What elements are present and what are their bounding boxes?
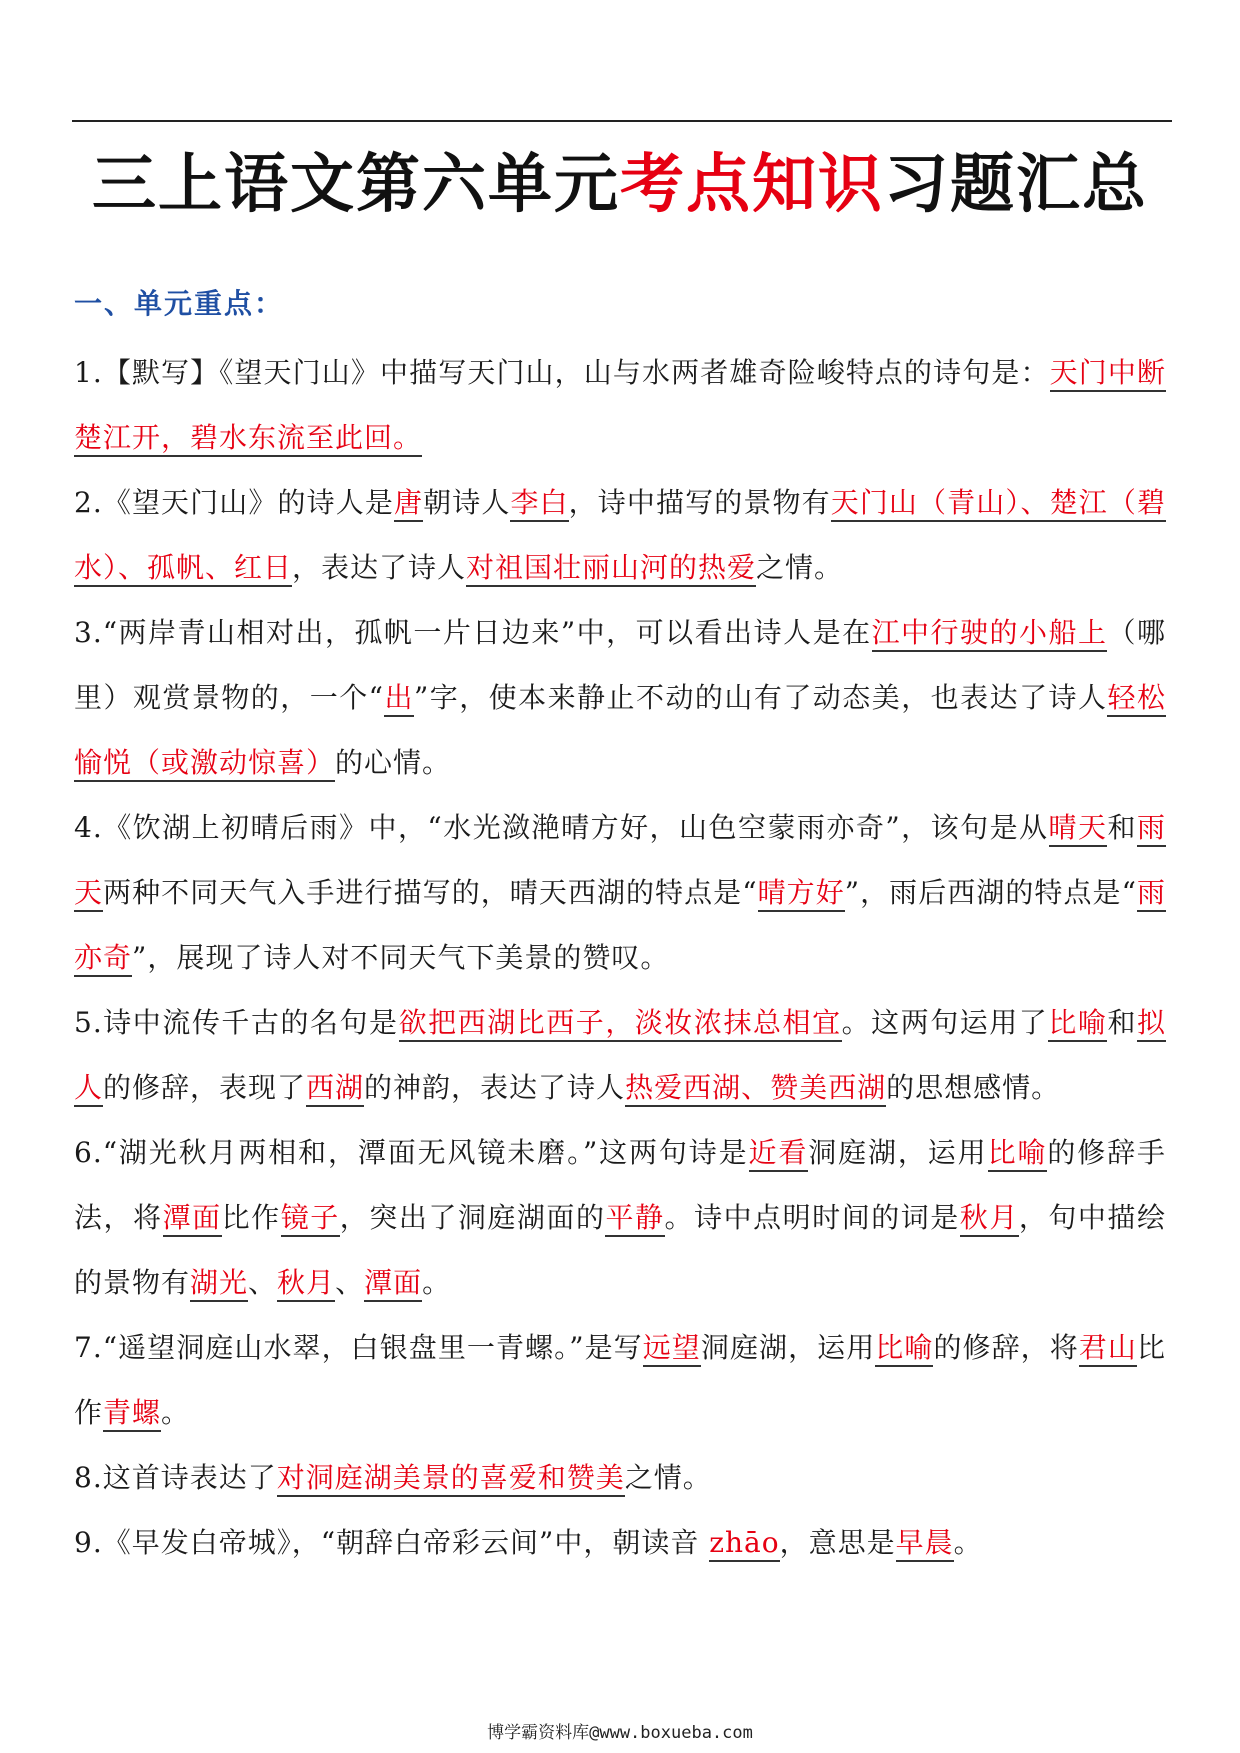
answer-text: 对洞庭湖美景的喜爱和赞美 xyxy=(277,1461,625,1497)
question-text: 朝诗人 xyxy=(423,486,511,519)
question-item xyxy=(74,795,1166,990)
question-text: 1.【默写】《望天门山》中描写天门山，山与水两者雄奇险峻特点的诗句是： xyxy=(74,356,1050,389)
section-heading: 一、单元重点： xyxy=(74,287,285,320)
question-text: 4.《饮湖上初晴后雨》中，“水光潋滟晴方好，山色空蒙雨亦奇”，该句是从 xyxy=(74,811,1049,844)
question-text: ，诗中描写的景物有 xyxy=(568,486,831,519)
question-text: 的修辞手法，将 xyxy=(74,1136,1166,1234)
answer-text: 出 xyxy=(384,681,414,717)
answer-text: 晴方好 xyxy=(758,876,845,912)
answer-text: 平静 xyxy=(605,1201,664,1237)
question-text: 。 xyxy=(953,1526,983,1559)
answer-text: 早晨 xyxy=(896,1526,954,1562)
question-item xyxy=(74,990,1166,1120)
question-text: 8.这首诗表达了 xyxy=(74,1461,277,1494)
answer-text: 雨亦奇 xyxy=(74,876,1166,977)
footer-watermark: 博学霸资料库@www.boxueba.com xyxy=(487,1723,753,1743)
question-text: 7.“遥望洞庭山水翠，白银盘里一青螺。”是写 xyxy=(74,1331,643,1364)
question-text: 洞庭湖，运用 xyxy=(808,1136,988,1169)
answer-text: 唐 xyxy=(394,486,423,522)
question-text: 。 xyxy=(161,1396,191,1429)
question-text: 的神韵，表达了诗人 xyxy=(364,1071,626,1104)
question-text: 的修辞，表现了 xyxy=(103,1071,307,1104)
question-text: ，意思是 xyxy=(779,1526,896,1559)
question-item xyxy=(74,1510,1166,1575)
answer-text: 秋月 xyxy=(277,1266,335,1302)
answer-text: 比喻 xyxy=(988,1136,1048,1172)
question-text: 、 xyxy=(335,1266,365,1299)
question-text: 之情。 xyxy=(756,551,844,584)
question-text: 。 xyxy=(422,1266,452,1299)
answer-text: 青螺 xyxy=(103,1396,161,1432)
answer-text: 天门山（青山）、楚江（碧水）、孤帆、红日 xyxy=(74,486,1166,587)
answer-text: 远望 xyxy=(643,1331,701,1367)
question-text: 比作 xyxy=(74,1331,1166,1429)
answer-text: 镜子 xyxy=(281,1201,340,1237)
question-text: ，突出了洞庭湖面的 xyxy=(339,1201,606,1234)
answer-text: 轻松愉悦（或激动惊喜） xyxy=(74,681,1166,782)
question-text: 的心情。 xyxy=(335,746,452,779)
answer-text: 对祖国壮丽山河的热爱 xyxy=(466,551,756,587)
question-list xyxy=(74,340,1166,1575)
question-text: 3.“两岸青山相对出，孤帆一片日边来”中，可以看出诗人是在 xyxy=(74,616,872,649)
question-item xyxy=(74,470,1166,600)
question-text: 之情。 xyxy=(624,1461,712,1494)
question-text: ，句中描绘的景物有 xyxy=(74,1201,1166,1299)
question-item xyxy=(74,340,1166,470)
question-item xyxy=(74,1315,1166,1445)
answer-text: 热爱西湖、赞美西湖 xyxy=(625,1071,886,1107)
question-text: 9.《早发白帝城》，“朝辞白帝彩云间”中，朝读音 xyxy=(74,1526,710,1559)
question-text: ”字，使本来静止不动的山有了动态美，也表达了诗人 xyxy=(413,681,1108,714)
question-text: 和 xyxy=(1107,1006,1137,1039)
answer-text: 天门中断楚江开，碧水东流至此回。 xyxy=(74,356,1166,457)
answer-text: 西湖 xyxy=(306,1071,364,1107)
answer-text: 晴天 xyxy=(1049,811,1108,847)
question-item xyxy=(74,1120,1166,1315)
title-part-1: 三上语文第六单元 xyxy=(92,148,620,222)
question-text: 两种不同天气入手进行描写的，晴天西湖的特点是“ xyxy=(103,876,758,909)
answer-text: 秋月 xyxy=(960,1201,1019,1237)
answer-text: 比喻 xyxy=(1048,1006,1107,1042)
question-text: 洞庭湖，运用 xyxy=(700,1331,876,1364)
answer-text: zhāo xyxy=(709,1526,779,1562)
title-highlight: 考点知识 xyxy=(620,148,884,222)
question-text: ”，雨后西湖的特点是“ xyxy=(844,876,1137,909)
answer-text: 比喻 xyxy=(875,1331,933,1367)
answer-text: 江中行驶的小船上 xyxy=(872,616,1108,652)
answer-text: 欲把西湖比西子，淡妆浓抹总相宜 xyxy=(399,1006,842,1042)
answer-text: 潭面 xyxy=(163,1201,222,1237)
question-text: 2.《望天门山》的诗人是 xyxy=(74,486,394,519)
question-text: ，表达了诗人 xyxy=(292,551,467,584)
question-text: 。诗中点明时间的词是 xyxy=(664,1201,960,1234)
question-text: 6.“湖光秋月两相和，潭面无风镜未磨。”这两句诗是 xyxy=(74,1136,749,1169)
answer-text: 雨天 xyxy=(74,811,1166,912)
question-item xyxy=(74,1445,1166,1510)
question-text: 的修辞，将 xyxy=(933,1331,1079,1364)
answer-text: 李白 xyxy=(510,486,568,522)
question-text: ”，展现了诗人对不同天气下美景的赞叹。 xyxy=(132,941,670,974)
question-text: 。这两句运用了 xyxy=(841,1006,1049,1039)
answer-text: 君山 xyxy=(1079,1331,1137,1367)
title-part-2: 习题汇总 xyxy=(884,148,1148,222)
question-item xyxy=(74,600,1166,795)
question-text: 比作 xyxy=(221,1201,281,1234)
question-text: 的思想感情。 xyxy=(886,1071,1061,1104)
answer-text: 近看 xyxy=(749,1136,809,1172)
question-text: 和 xyxy=(1107,811,1137,844)
question-text: （哪里）观赏景物的，一个“ xyxy=(74,616,1166,714)
answer-text: 湖光 xyxy=(190,1266,248,1302)
question-text: 5.诗中流传千古的名句是 xyxy=(74,1006,399,1039)
answer-text: 潭面 xyxy=(364,1266,422,1302)
top-divider xyxy=(72,120,1172,122)
answer-text: 拟人 xyxy=(74,1006,1166,1107)
question-text: 、 xyxy=(248,1266,278,1299)
page-title xyxy=(0,140,1240,230)
